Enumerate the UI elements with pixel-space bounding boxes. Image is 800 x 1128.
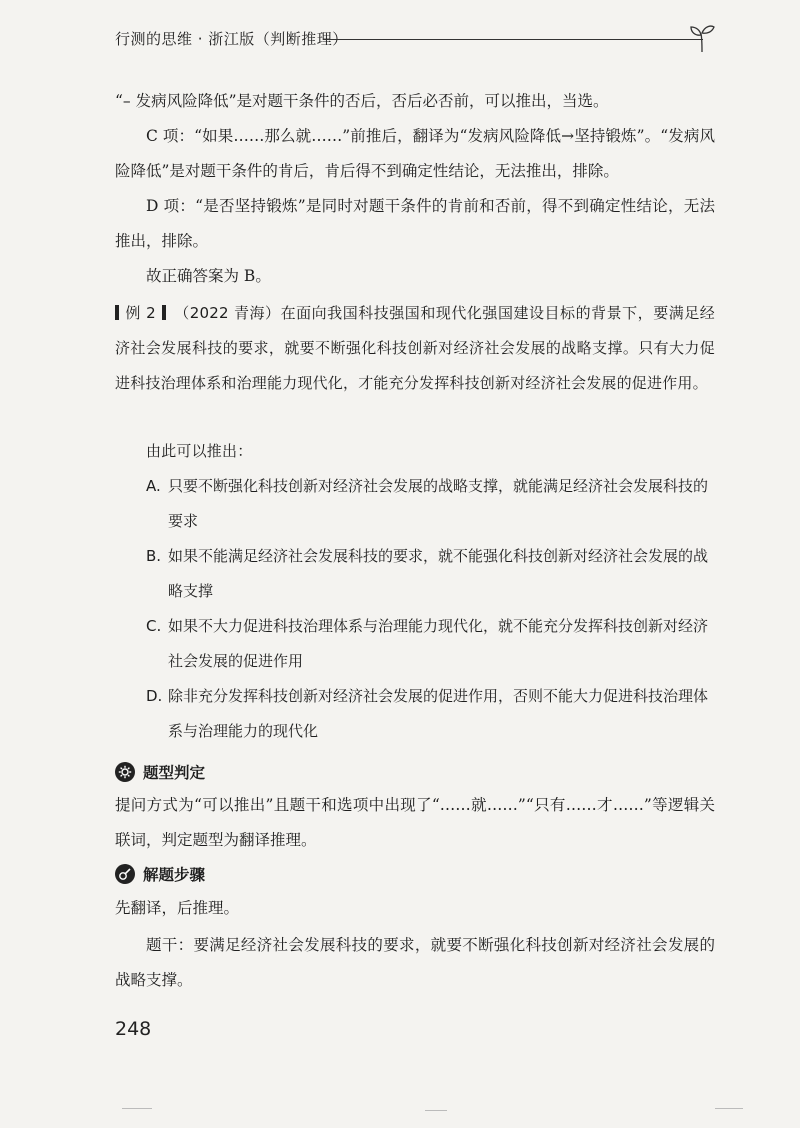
analysis-paragraph-c: C 项：“如果……那么就……”前推后，翻译为“发病风险降低→坚持锻炼”。“发病风险降低”是对题干条件的肯后，肯后得不到确定性结论，无法推出，排除。 [115,127,715,180]
option-c [146,609,714,679]
option-letter: A. [146,477,161,495]
section-title: 题型判定 [143,764,206,782]
option-a [146,469,714,539]
option-letter: D. [146,687,163,705]
option-text: 除非充分发挥科技创新对经济社会发展的促进作用，否则不能大力促进科技治理体系与治理能力的现代化 [168,687,709,740]
header-rule [323,39,703,40]
solution-step-stem: 题干：要满足经济社会发展科技的要求，就要不断强化科技创新对经济社会发展的战略支撑。 [115,936,715,989]
option-letter: C. [146,617,162,635]
option-text: 如果不大力促进科技治理体系与治理能力现代化，就不能充分发挥科技创新对经济社会发展的促进作用 [168,617,709,670]
section-question-type [115,760,205,784]
scan-speck [122,1108,152,1109]
sprout-icon [687,22,717,54]
scan-speck [715,1108,743,1109]
gear-icon [115,762,135,782]
scan-speck [425,1110,447,1111]
page-number: 248 [115,1018,152,1040]
pen-icon [115,864,135,884]
example-stem [115,296,715,401]
example-label: 例 2 [125,304,156,322]
section-title: 解题步骤 [143,866,206,884]
book-title: 行测的思维 · 浙江版（判断推理） [115,30,348,48]
analysis-paragraph-d: D 项：“是否坚持锻炼”是同时对题干条件的肯前和否前，得不到确定性结论，无法推出，排除。 [115,197,715,250]
option-text: 如果不能满足经济社会发展科技的要求，就不能强化科技创新对经济社会发展的战略支撑 [168,547,709,600]
running-header [115,22,715,52]
option-b [146,539,714,609]
option-letter: B. [146,547,162,565]
analysis-paragraph-b-tail: “– 发病风险降低”是对题干条件的否后，否后必否前，可以推出，当选。 [115,92,609,110]
example-bar-left [115,305,119,320]
example-bar-right [162,305,166,320]
option-d [146,679,714,749]
question-type-text: 提问方式为“可以推出”且题干和选项中出现了“……就……”“只有……才……”等逻辑关联词，判定题型为翻译推理。 [115,796,715,849]
answer-conclusion: 故正确答案为 B。 [146,267,271,285]
example-question: 由此可以推出： [146,442,253,460]
solution-step-intro: 先翻译，后推理。 [115,899,240,917]
example-text: （2022 青海）在面向我国科技强国和现代化强国建设目标的背景下，要满足经济社会发展科技的要求，就要不断强化科技创新对经济社会发展的战略支撑。只有大力促进科技治理体系和治理能力现代化，才能充分发挥科技创新对经济社会发展的促进作用。 [115,304,715,392]
section-solution-steps [115,862,205,886]
option-text: 只要不断强化科技创新对经济社会发展的战略支撑，就能满足经济社会发展科技的要求 [168,477,709,530]
